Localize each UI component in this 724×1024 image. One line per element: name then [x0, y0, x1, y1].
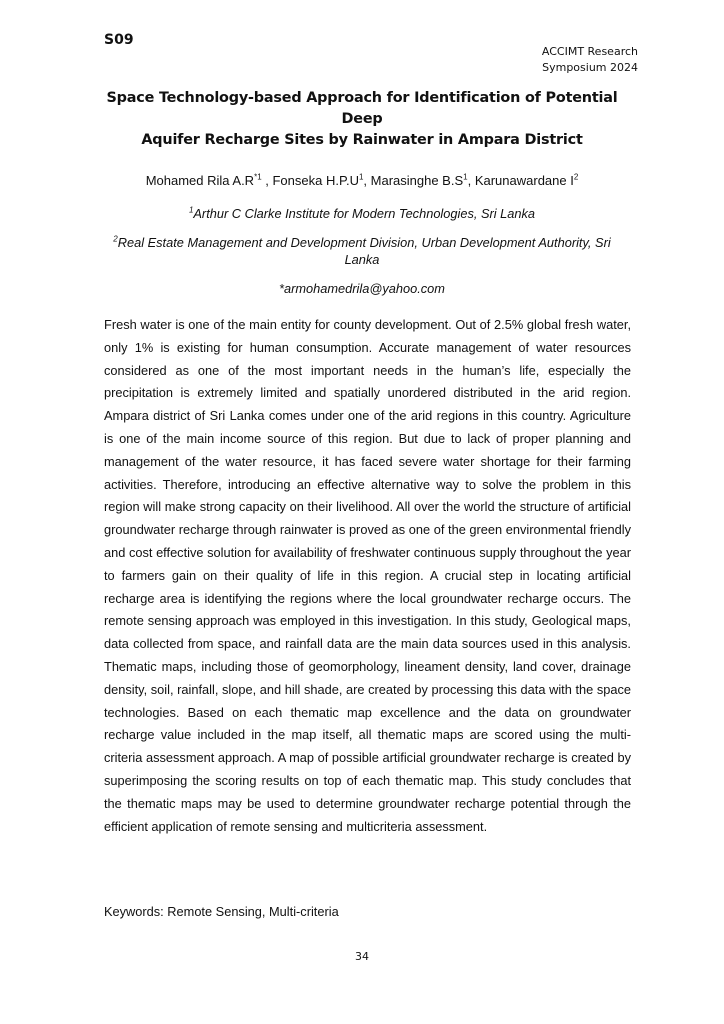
page-number: 34 — [355, 950, 369, 963]
affiliation-text: Arthur C Clarke Institute for Modern Technologies, Sri Lanka — [193, 206, 536, 221]
affiliation-1 — [104, 205, 620, 222]
paper-code: S09 — [104, 32, 134, 48]
author-affiliation-mark: 1 — [358, 172, 364, 182]
title-line-1: Space Technology-based Approach for Identification of Potential Deep — [106, 90, 618, 127]
affiliation-mark: 1 — [188, 205, 194, 215]
author-name: Fonseka H.P.U — [272, 173, 359, 188]
symposium-line-1: ACCIMT Research — [541, 45, 638, 58]
author-list: Mohamed Rila $A.R^{*1}$ , Fonseka $H.P.U^1$, Marasinghe $B.S^1$, Karunawardane $I^2$ — [145, 172, 579, 188]
affiliation-text: Real Estate Management and Development Division, Urban Development Authority, Sri Lanka — [117, 235, 611, 267]
author-affiliation-mark: *1 — [254, 172, 262, 182]
corresponding-email: *armohamedrila@yahoo.com — [279, 281, 445, 296]
author-name: Mohamed Rila A.R — [145, 173, 255, 188]
abstract-paragraph: Fresh water is one of the main entity for county development. Out of 2.5% global fresh water, only 1% is existing for human consumption. Accurate management of water resources considered as one of the most important needs in the human’s life, especially the precipitation is extremely limited and spatially unordered distributed in the arid region. Ampara district of Sri Lanka comes under one of the arid regions in this country. Agriculture is one of the main income source of this region. But due to lack of proper planning and management of the water resource, it has faced severe water shortage for their farming activities. Therefore, introducing an effective alternative way to solve the problem in this region will make strong capacity on their livelihood. All over the world the structure of artificial groundwater recharge through rainwater is proved as one of the green environmental friendly and cost effective solution for availability of freshwater continuous supply throughout the year to farmers gain on their quality of life in this region. A crucial step in locating artificial recharge area is identifying the regions where the local groundwater recharge occurs. The remote sensing approach was employed in this investigation. In this study, Geological maps, data collected from space, and rainfall data are the main data sources used in this analysis. Thematic maps, including those of geomorphology, lineament density, land cover, drainage density, soil, rainfall, slope, and hill shade, are created by processing this data with the space technologies. Based on each thematic map excellence and the data on groundwater recharge value included in the map itself, all thematic maps are scored using the multi-criteria assessment approach. A map of possible artificial groundwater recharge is created by superimposing the scoring results on top of each thematic map. This study concludes that the thematic maps may be used to determine groundwater recharge potential through the efficient application of remote sensing and multicriteria assessment. — [104, 317, 631, 834]
symposium-line-2: Symposium 2024 — [542, 61, 638, 74]
affiliation-mark: 2 — [113, 234, 118, 244]
symposium-label — [542, 44, 638, 76]
affiliation-2 — [104, 234, 620, 268]
author-affiliation-mark: 2 — [573, 172, 579, 182]
keywords: Keywords: Remote Sensing, Multi-criteria — [104, 904, 339, 919]
author-name: Karunawardane I — [474, 173, 574, 188]
paper-title — [104, 88, 620, 151]
author-affiliation-mark: 1 — [463, 172, 468, 182]
author-name: Marasinghe B.S — [370, 173, 464, 188]
title-line-2: Aquifer Recharge Sites by Rainwater in Ampara District — [141, 132, 583, 148]
